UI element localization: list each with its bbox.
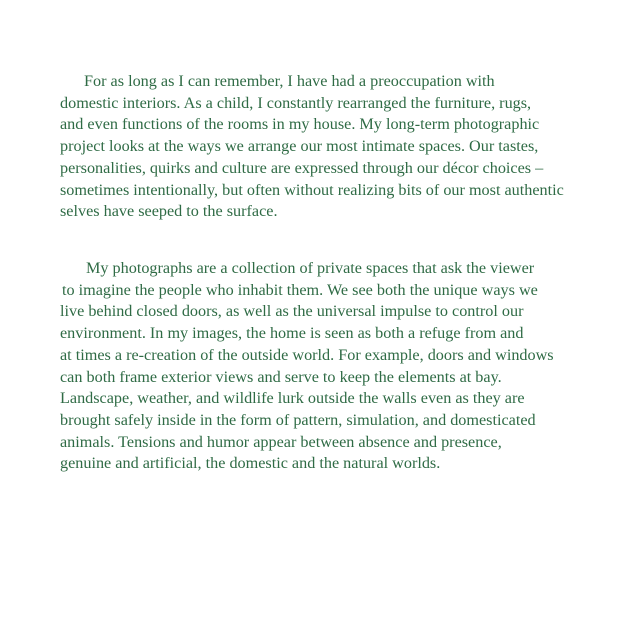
text-line: to imagine the people who inhabit them. We see both the unique ways we [62, 280, 538, 299]
text-line: selves have seeped to the surface. [60, 202, 278, 221]
paragraph-photographs [60, 258, 620, 475]
text-line: sometimes intentionally, but often without realizing bits of our most authentic [60, 180, 564, 199]
text-line: and even functions of the rooms in my house. My long-term photographic [60, 115, 540, 134]
text-line: My photographs are a collection of private spaces that ask the viewer [86, 259, 535, 277]
text-line: animals. Tensions and humor appear between absence and presence, [60, 432, 502, 451]
text-line: brought safely inside in the form of pattern, simulation, and domesticated [60, 410, 536, 429]
text-line: personalities, quirks and culture are expressed through our décor choices – [60, 158, 544, 177]
text-line: genuine and artificial, the domestic and the natural worlds. [60, 454, 441, 473]
paragraph-preoccupation [60, 71, 620, 223]
text-line: project looks at the ways we arrange our most intimate spaces. Our tastes, [60, 137, 539, 156]
text-line: at times a re-creation of the outside world. For example, doors and windows [60, 345, 554, 364]
text-line: Landscape, weather, and wildlife lurk outside the walls even as they are [60, 389, 525, 408]
text-line: live behind closed doors, as well as the universal impulse to control our [60, 302, 524, 321]
text-line: domestic interiors. As a child, I constantly rearranged the furniture, rugs, [60, 93, 532, 112]
text-line: environment. In my images, the home is seen as both a refuge from and [60, 324, 524, 343]
text-line: can both frame exterior views and serve to keep the elements at bay. [60, 367, 502, 386]
text-line: For as long as I can remember, I have had a preoccupation with [84, 72, 495, 90]
